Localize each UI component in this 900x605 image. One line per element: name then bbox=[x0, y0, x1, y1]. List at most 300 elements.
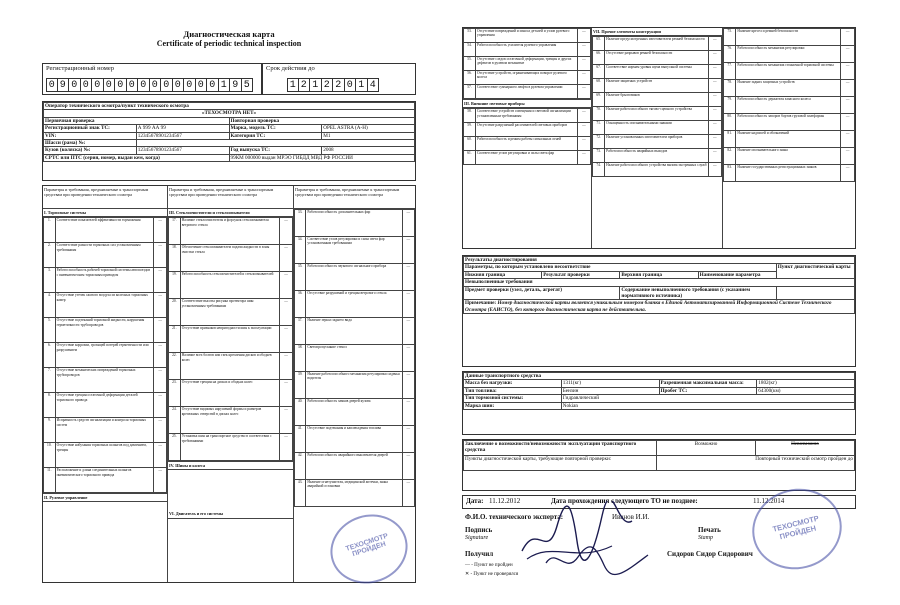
body-value: 12345678901234567 bbox=[136, 147, 229, 154]
signature-label: Подпись bbox=[465, 526, 493, 534]
section-tires: IV. Шины и колеса bbox=[168, 461, 293, 470]
row-text: Наличие надписей и обозначений bbox=[736, 131, 841, 148]
row-mark: — bbox=[577, 151, 590, 165]
row-text: Работоспособность механизма регулировки bbox=[736, 46, 841, 63]
signature-en: Signature bbox=[465, 535, 489, 541]
row-number: 37. bbox=[295, 318, 306, 345]
table-row bbox=[44, 468, 167, 493]
row-mark: — bbox=[841, 165, 855, 182]
digit-cell: 0 bbox=[138, 78, 150, 92]
table-row bbox=[295, 264, 415, 291]
row-mark: — bbox=[577, 109, 590, 123]
operator-label: Оператор технического осмотра/пункт технического осмотра bbox=[44, 103, 415, 110]
table-row bbox=[169, 326, 293, 353]
row-number: 81. bbox=[724, 131, 736, 148]
note-row bbox=[464, 300, 855, 314]
row-text: Исправность средств сигнализации и контроля тормозных систем bbox=[55, 418, 154, 443]
row-text: Отсутствие коррозии, грозящей потерей герметичности или разрушением bbox=[55, 343, 154, 368]
row-text: Наличие защитных устройств bbox=[605, 79, 708, 93]
row-text: Установка шин на транспортное средство в соответствии с требованиями bbox=[180, 434, 279, 461]
row-text: Наличие предусмотренных изготовителем ремней безопасности bbox=[605, 37, 708, 51]
r-grid-col-2 bbox=[592, 28, 723, 248]
col-header-3: Параметры и требования, предъявляемые к транспортным средствам при проведении технического осмотра bbox=[294, 186, 415, 209]
row-number: 69. bbox=[593, 93, 605, 107]
table-row bbox=[295, 345, 415, 372]
row-number: 75. bbox=[724, 29, 736, 46]
receiver-signature bbox=[542, 543, 652, 577]
row-mark: — bbox=[402, 372, 414, 399]
row-mark: — bbox=[841, 80, 855, 97]
brake-label: Тип тормозной системы: bbox=[464, 395, 562, 402]
digit-cell: 1 bbox=[287, 78, 299, 92]
row-number: 33. bbox=[295, 210, 306, 237]
table-row bbox=[724, 97, 855, 114]
table-row bbox=[724, 63, 855, 80]
vehicle-data-header: Данные транспортного средства bbox=[464, 373, 855, 380]
row-number: 25. bbox=[169, 434, 181, 461]
table-row bbox=[464, 57, 591, 71]
row-mark: — bbox=[154, 243, 167, 268]
table-row bbox=[169, 218, 293, 245]
row-mark: — bbox=[577, 85, 590, 99]
digit-cell: 0 bbox=[104, 78, 116, 92]
row-text: Наличие установленных изготовителем приборов bbox=[605, 135, 708, 149]
row-mark: — bbox=[154, 218, 167, 243]
category-label: Категория ТС: bbox=[229, 132, 322, 139]
mass-value: 1311(кг) bbox=[561, 380, 659, 387]
row-mark: — bbox=[280, 326, 293, 353]
tire-value: Nokian bbox=[561, 402, 854, 409]
row-text: Соответствие высоты рисунка протектора шин установленным требованиям bbox=[180, 299, 279, 326]
digit-cell: 5 bbox=[242, 78, 254, 92]
left-page bbox=[40, 23, 418, 583]
results-header: Результаты диагностирования bbox=[464, 257, 855, 264]
digit-cell: 0 bbox=[115, 78, 127, 92]
table-row bbox=[295, 372, 415, 399]
table-row bbox=[724, 165, 855, 182]
row-number: 80. bbox=[724, 114, 736, 131]
legend-passed-mark: — bbox=[465, 563, 470, 568]
digit-cell: 2 bbox=[322, 78, 334, 92]
row-text: Работоспособность держателя запасного колеса bbox=[736, 97, 841, 114]
row-mark: — bbox=[577, 57, 590, 71]
row-number: 5. bbox=[44, 318, 56, 343]
table-row bbox=[295, 318, 415, 345]
row-mark: — bbox=[841, 63, 855, 80]
fuel-label: Тип топлива: bbox=[464, 387, 562, 394]
digit-cell: 0 bbox=[69, 78, 81, 92]
table-row bbox=[295, 399, 415, 426]
section-engine: VI. Двигатель и его системы bbox=[168, 510, 293, 518]
row-mark: — bbox=[841, 29, 855, 46]
vin-label: VIN: bbox=[44, 132, 137, 139]
row-number: 21. bbox=[169, 326, 181, 353]
param-name: Наименование параметра bbox=[698, 271, 776, 278]
row-number: 53. bbox=[464, 29, 476, 43]
row-text: Наличие огнетушителя, медицинской аптечки, знака аварийной остановки bbox=[306, 480, 402, 507]
note-label: Примечание: bbox=[465, 300, 497, 307]
row-text: Соответствие нормам уровня шума выпускной системы bbox=[605, 65, 708, 79]
table-row bbox=[593, 65, 722, 79]
row-mark: — bbox=[280, 380, 293, 407]
table-row bbox=[44, 418, 167, 443]
r-rows-col-2 bbox=[592, 36, 722, 177]
vehicle-info-block bbox=[42, 101, 416, 181]
row-number: 70. bbox=[593, 107, 605, 121]
repeat-check: Повторная проверка bbox=[229, 117, 415, 124]
row-mark: — bbox=[841, 148, 855, 165]
row-text: Отсутствие разрушений рассеивателей световых приборов bbox=[475, 123, 577, 137]
row-mark: — bbox=[841, 131, 855, 148]
row-mark: — bbox=[154, 368, 167, 393]
r-rows-col-3 bbox=[723, 28, 855, 182]
repeat-points-label: Пункты диагностической карты, требующие повторной проверки: bbox=[464, 456, 657, 471]
row-text: Отсутствие устройств, ограничивающих поворот рулевого колеса bbox=[475, 71, 577, 85]
row-number: 20. bbox=[169, 299, 181, 326]
srts-value: 99КМ 000000 выдан МРЭО ГИБДД МВД РФ РОССИИ bbox=[229, 154, 415, 161]
row-text: Наличие работоспособного устройства вызова экстренных служб bbox=[605, 163, 708, 177]
stamp-en: Stamp bbox=[698, 535, 713, 541]
row-text: Наличие работоспособного тягово-сцепного устройства bbox=[605, 107, 708, 121]
row-mark: — bbox=[154, 443, 167, 468]
row-number: 66. bbox=[593, 51, 605, 65]
year-label: Год выпуска ТС: bbox=[229, 147, 322, 154]
row-mark: — bbox=[280, 272, 293, 299]
row-mark: — bbox=[708, 37, 721, 51]
row-text: Отсутствие видимых нарушений формы и размеров крепежных отверстий в дисках колес bbox=[180, 407, 279, 434]
row-mark: — bbox=[708, 135, 721, 149]
row-mark: — bbox=[841, 46, 855, 63]
table-row bbox=[44, 243, 167, 268]
row-mark: — bbox=[402, 264, 414, 291]
vin-value: 12345678901234567 bbox=[136, 132, 229, 139]
point-header: Пункт диагностической карты bbox=[776, 264, 854, 279]
table-row bbox=[724, 114, 855, 131]
table-row bbox=[44, 218, 167, 243]
r-rows-col-1 bbox=[463, 28, 591, 99]
row-number: 17. bbox=[169, 218, 181, 245]
row-text: Соответствие показателей эффективности торможения bbox=[55, 218, 154, 243]
digit-cell: 2 bbox=[333, 78, 345, 92]
row-number: 61. bbox=[464, 151, 476, 165]
make-label: Марка, модель ТС: bbox=[229, 125, 322, 132]
row-text: Отсутствие утечек сжатого воздуха из колесных тормозных камер bbox=[55, 293, 154, 318]
row-number: 34. bbox=[295, 237, 306, 264]
digit-cell: 9 bbox=[230, 78, 242, 92]
row-mark: — bbox=[708, 93, 721, 107]
digit-cell: 1 bbox=[219, 78, 231, 92]
right-stamp-text: ТЕХОСМОТР ПРОЙДЕН bbox=[771, 513, 820, 542]
date-value: 11.12.2012 bbox=[489, 497, 521, 505]
chassis-label: Шасси (рама) №: bbox=[44, 140, 137, 147]
row-mark: — bbox=[841, 97, 855, 114]
table-row bbox=[44, 318, 167, 343]
row-text: Соответствие углов регулировки и силы света фар установленным требованиям bbox=[306, 237, 402, 264]
mass-label: Масса без нагрузки: bbox=[464, 380, 562, 387]
table-row bbox=[44, 293, 167, 318]
col-header-2: Параметры и требования, предъявляемые к транспортным средствам при проведении технического осмотра bbox=[168, 186, 293, 209]
table-row bbox=[593, 135, 722, 149]
table-row bbox=[169, 272, 293, 299]
rows-col-1 bbox=[43, 217, 167, 493]
table-row bbox=[724, 148, 855, 165]
table-row bbox=[593, 37, 722, 51]
row-number: 8. bbox=[44, 393, 56, 418]
mileage-value: 64300(км) bbox=[757, 387, 855, 394]
max-mass-label: Разрешенная максимальная масса: bbox=[659, 380, 757, 387]
row-number: 68. bbox=[593, 79, 605, 93]
row-text: Отсутствие трещин остаточной деформации деталей тормозного привода bbox=[55, 393, 154, 418]
row-mark: — bbox=[841, 114, 855, 131]
row-number: 82. bbox=[724, 148, 736, 165]
row-text: Наличие стеклоочистителя и форсунок стеклоомывателя ветрового стекла bbox=[180, 218, 279, 245]
table-row bbox=[44, 343, 167, 368]
row-number: 36. bbox=[295, 291, 306, 318]
row-mark: — bbox=[402, 453, 414, 480]
row-mark: — bbox=[154, 393, 167, 418]
row-number: 39. bbox=[295, 372, 306, 399]
result-check: Результат проверки bbox=[542, 271, 620, 278]
unmet-point bbox=[776, 286, 854, 300]
fuel-value: Бензин bbox=[561, 387, 659, 394]
check-subject: Предмет проверки (узел, деталь, агрегат) bbox=[464, 286, 620, 300]
expert-label: Ф.И.О. технического эксперта: bbox=[465, 513, 564, 521]
r-grid-col-3 bbox=[723, 28, 855, 248]
r-section-other: VII. Прочие элементы конструкции bbox=[592, 28, 722, 36]
table-row bbox=[724, 46, 855, 63]
next-to-label: Дата прохождения следующего ТО не позднее: bbox=[551, 497, 698, 505]
make-value: OPEL ASTRA (A-H) bbox=[322, 125, 415, 132]
row-number: 59. bbox=[464, 123, 476, 137]
reg-number-label: Регистрационный номер bbox=[46, 65, 114, 72]
row-number: 9. bbox=[44, 418, 56, 443]
stamp-label: Печать bbox=[698, 526, 721, 534]
digit-cell: 2 bbox=[299, 78, 311, 92]
row-text: Работоспособность механизма стояночной тормозной системы bbox=[736, 63, 841, 80]
grid-col-2 bbox=[168, 186, 294, 582]
row-number: 11. bbox=[44, 468, 56, 493]
digit-cell: 0 bbox=[196, 78, 208, 92]
table-row bbox=[295, 237, 415, 264]
unmet-req: Невыполненные требования bbox=[464, 279, 855, 286]
row-number: 57. bbox=[464, 85, 476, 99]
validity-block bbox=[262, 63, 416, 95]
section-brakes: I. Тормозные системы bbox=[43, 209, 167, 217]
digit-cell: 4 bbox=[368, 78, 380, 92]
legend-checked-mark: ✕ bbox=[465, 572, 470, 577]
table-row bbox=[593, 149, 722, 163]
row-number: 67. bbox=[593, 65, 605, 79]
row-mark: — bbox=[402, 426, 414, 453]
row-mark: — bbox=[402, 399, 414, 426]
primary-check: Первичная проверка bbox=[44, 117, 230, 124]
r-rows-col-1b bbox=[463, 108, 591, 165]
row-text: Оснащенность опознавательными знаками bbox=[605, 121, 708, 135]
row-text: Работоспособность звукового сигнального прибора bbox=[306, 264, 402, 291]
legend-checked-text: - Пункт не проверялся bbox=[470, 572, 519, 577]
row-text: Наличие государственных регистрационных знаков bbox=[736, 165, 841, 182]
brake-value: Гидравлический bbox=[561, 395, 854, 402]
note-text: Номер диагностической карты является уникальным номером бланка в Единой Автоматизированной Информационной Системе Технического Осмотра (ЕАИСТО), без которого диагностическая карта не действительна. bbox=[465, 300, 832, 313]
row-number: 4. bbox=[44, 293, 56, 318]
table-row bbox=[169, 434, 293, 461]
table-row bbox=[295, 291, 415, 318]
row-mark: — bbox=[280, 299, 293, 326]
impossible-label: Невозможно bbox=[756, 441, 855, 456]
digit-cell: 0 bbox=[150, 78, 162, 92]
row-number: 24. bbox=[169, 407, 181, 434]
row-number: 2. bbox=[44, 243, 56, 268]
table-row bbox=[44, 268, 167, 293]
lower-limit: Нижняя граница bbox=[464, 271, 542, 278]
row-text: Работоспособность дополнительных фар bbox=[306, 210, 402, 237]
rows-col-3 bbox=[294, 209, 415, 507]
row-mark: — bbox=[577, 29, 590, 43]
table-row bbox=[295, 210, 415, 237]
row-number: 7. bbox=[44, 368, 56, 393]
table-row bbox=[464, 29, 591, 43]
row-text: Работоспособность замков дверей кузова bbox=[306, 399, 402, 426]
row-mark: — bbox=[708, 163, 721, 177]
table-row bbox=[295, 453, 415, 480]
row-text: Соответствие устройств освещения и световой сигнализации установленным требованиям bbox=[475, 109, 577, 123]
possible-label: Возможно bbox=[657, 441, 756, 456]
table-row bbox=[464, 151, 591, 165]
left-stamp-text: ТЕХОСМОТР ПРОЙДЕН bbox=[344, 532, 390, 559]
row-mark: — bbox=[402, 237, 414, 264]
table-row bbox=[593, 51, 722, 65]
receiver-value: Сидоров Сидор Сидорович bbox=[667, 550, 753, 558]
row-text: Работоспособность аварийного выключателя дверей bbox=[306, 453, 402, 480]
row-number: 74. bbox=[593, 163, 605, 177]
validity-digits bbox=[287, 78, 379, 92]
legend-checked bbox=[465, 571, 518, 577]
digit-cell: 0 bbox=[345, 78, 357, 92]
digit-cell: 0 bbox=[92, 78, 104, 92]
row-text: Отсутствие подтекания и каплепадения топлива bbox=[306, 426, 402, 453]
digit-cell: 0 bbox=[184, 78, 196, 92]
body-label: Кузов (коляска) №: bbox=[44, 147, 137, 154]
next-to-value: 11.12.2014 bbox=[753, 497, 785, 505]
table-row bbox=[593, 79, 722, 93]
row-mark: — bbox=[577, 43, 590, 57]
row-number: 78. bbox=[724, 80, 736, 97]
table-row bbox=[295, 426, 415, 453]
reg-sign-label: Регистрационный знак ТС: bbox=[44, 125, 137, 132]
legend-passed-text: - Пункт не пройден bbox=[471, 563, 513, 568]
row-number: 40. bbox=[295, 399, 306, 426]
table-row bbox=[44, 393, 167, 418]
row-text: Светопропускание стекол bbox=[306, 345, 402, 372]
srts-label: СРТС или ПТС (серия, номер, выдан кем, когда) bbox=[44, 154, 230, 161]
row-mark: — bbox=[708, 149, 721, 163]
row-text: Наличие опознавательного знака bbox=[736, 148, 841, 165]
row-mark: — bbox=[280, 245, 293, 272]
row-text: Наличие зеркал заднего вида bbox=[306, 318, 402, 345]
row-mark: — bbox=[708, 79, 721, 93]
repeat-passed-label: Повторный технический осмотр пройден до bbox=[657, 456, 855, 471]
row-number: 23. bbox=[169, 380, 181, 407]
row-number: 54. bbox=[464, 43, 476, 57]
unmet-content: Содержание невыполненного требования (с указанием нормативного источника) bbox=[620, 286, 776, 300]
grid-col-1 bbox=[43, 186, 168, 582]
inspection-grid-right bbox=[462, 27, 856, 249]
table-row bbox=[724, 131, 855, 148]
table-row bbox=[169, 407, 293, 434]
digit-cell: 0 bbox=[81, 78, 93, 92]
row-mark: — bbox=[154, 268, 167, 293]
digit-cell: 9 bbox=[58, 78, 70, 92]
row-text: Работоспособность рабочей тормозной системы автопоездов с пневматическим тормозным приводом bbox=[55, 268, 154, 293]
row-mark: — bbox=[577, 71, 590, 85]
params-header: Параметры, по которым установлено несоответствие bbox=[464, 264, 777, 271]
row-number: 60. bbox=[464, 137, 476, 151]
card-subtitle: Certificate of periodic technical inspection bbox=[156, 39, 302, 48]
legend-passed bbox=[465, 563, 513, 568]
right-page bbox=[462, 23, 856, 583]
row-number: 22. bbox=[169, 353, 181, 380]
digit-cell: 0 bbox=[127, 78, 139, 92]
row-number: 72. bbox=[593, 135, 605, 149]
row-text: Отсутствие признаков непригодности шин к эксплуатации bbox=[180, 326, 279, 353]
row-text: Отсутствие следов остаточной деформации, трещин и других дефектов в рулевом механизме bbox=[475, 57, 577, 71]
rows-col-2 bbox=[168, 217, 293, 461]
row-mark: — bbox=[402, 480, 414, 507]
row-text: Отсутствие набухания тормозных шлангов под давлением, трещин bbox=[55, 443, 154, 468]
row-mark: — bbox=[708, 121, 721, 135]
row-text: Наличие задних защитных устройств bbox=[736, 80, 841, 97]
row-number: 41. bbox=[295, 426, 306, 453]
table-row bbox=[169, 380, 293, 407]
row-text: Наличие всех болтов или гаек крепления дисков и ободьев колес bbox=[180, 353, 279, 380]
row-text: Отсутствие механических повреждений тормозных трубопроводов bbox=[55, 368, 154, 393]
section-steering: II. Рулевое управление bbox=[43, 493, 167, 502]
row-mark: — bbox=[154, 468, 167, 493]
operator-name: «ТЕХОСМОТРА НЕТ» bbox=[44, 110, 415, 117]
row-number: 55. bbox=[464, 57, 476, 71]
digit-cell: 1 bbox=[356, 78, 368, 92]
row-number: 73. bbox=[593, 149, 605, 163]
date-label: Дата: bbox=[466, 497, 484, 505]
table-row bbox=[724, 29, 855, 46]
row-mark: — bbox=[154, 418, 167, 443]
row-number: 76. bbox=[724, 46, 736, 63]
row-mark: — bbox=[577, 137, 590, 151]
row-text: Отсутствие подтеканий тормозной жидкости, нарушения герметичности трубопроводов bbox=[55, 318, 154, 343]
row-number: 43. bbox=[295, 480, 306, 507]
table-row bbox=[464, 123, 591, 137]
row-mark: — bbox=[402, 210, 414, 237]
mileage-label: Пробег ТС: bbox=[659, 387, 757, 394]
row-number: 56. bbox=[464, 71, 476, 85]
row-number: 6. bbox=[44, 343, 56, 368]
year-value: 2008 bbox=[322, 147, 415, 154]
row-mark: — bbox=[708, 107, 721, 121]
row-number: 58. bbox=[464, 109, 476, 123]
row-number: 42. bbox=[295, 453, 306, 480]
row-number: 10. bbox=[44, 443, 56, 468]
table-row bbox=[169, 353, 293, 380]
row-mark: — bbox=[280, 434, 293, 461]
upper-limit: Верхняя граница bbox=[620, 271, 698, 278]
row-text: Отсутствие трещин на дисках и ободьях колес bbox=[180, 380, 279, 407]
section-wipers: III. Стеклоочистители и стеклоомыватели bbox=[168, 209, 293, 217]
row-text: Наличие брызговиков bbox=[605, 93, 708, 107]
conclusion-block bbox=[462, 439, 856, 491]
row-number: 79. bbox=[724, 97, 736, 114]
max-mass-value: 1802(кг) bbox=[757, 380, 855, 387]
vehicle-data-block bbox=[462, 371, 856, 435]
